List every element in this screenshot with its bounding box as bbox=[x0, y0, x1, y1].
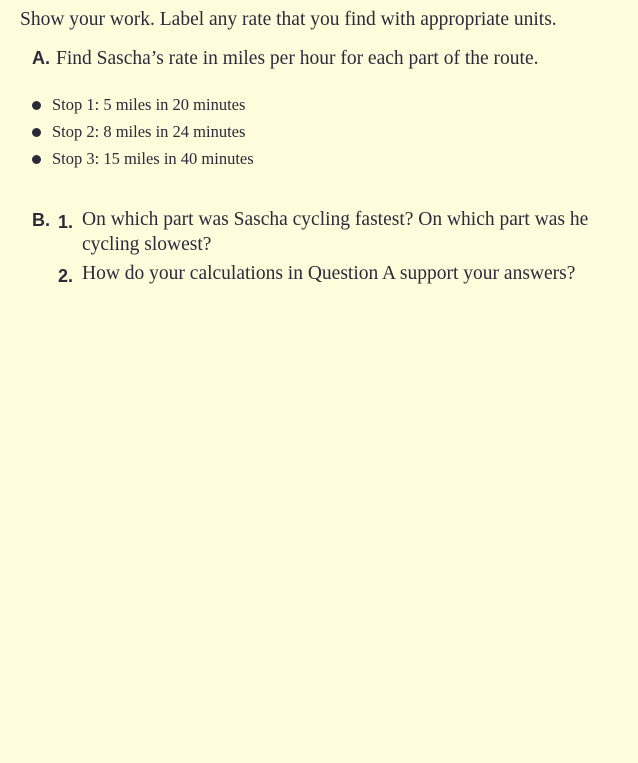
question-b-item-number: 1. bbox=[58, 212, 74, 232]
list-item bbox=[32, 94, 254, 121]
question-a bbox=[32, 45, 538, 72]
stop-text: Stop 1: 5 miles in 20 minutes bbox=[52, 95, 246, 114]
bullet-icon bbox=[32, 128, 41, 137]
bullet-icon bbox=[32, 101, 41, 110]
question-a-text: Find Sascha’s rate in miles per hour for each part of the route. bbox=[56, 48, 539, 69]
question-b-item-text: On which part was Sascha cycling fastest? On which part was he cycling slowest? bbox=[82, 209, 589, 255]
stop-text: Stop 3: 15 miles in 40 minutes bbox=[52, 149, 254, 168]
question-b-item-1 bbox=[58, 207, 598, 257]
stops-list bbox=[32, 94, 254, 175]
bullet-icon bbox=[32, 155, 41, 164]
question-b-item-number: 2. bbox=[58, 266, 74, 286]
question-b-letter: B. bbox=[32, 210, 50, 230]
list-item bbox=[32, 148, 254, 175]
question-a-letter: A. bbox=[32, 48, 50, 68]
question-b-item-2 bbox=[58, 261, 598, 286]
stop-text: Stop 2: 8 miles in 24 minutes bbox=[52, 122, 246, 141]
instructions-text: Show your work. Label any rate that you find with appropriate units. bbox=[20, 9, 557, 30]
list-item bbox=[32, 121, 254, 148]
question-b-item-text: How do your calculations in Question A support your answers? bbox=[82, 263, 576, 284]
